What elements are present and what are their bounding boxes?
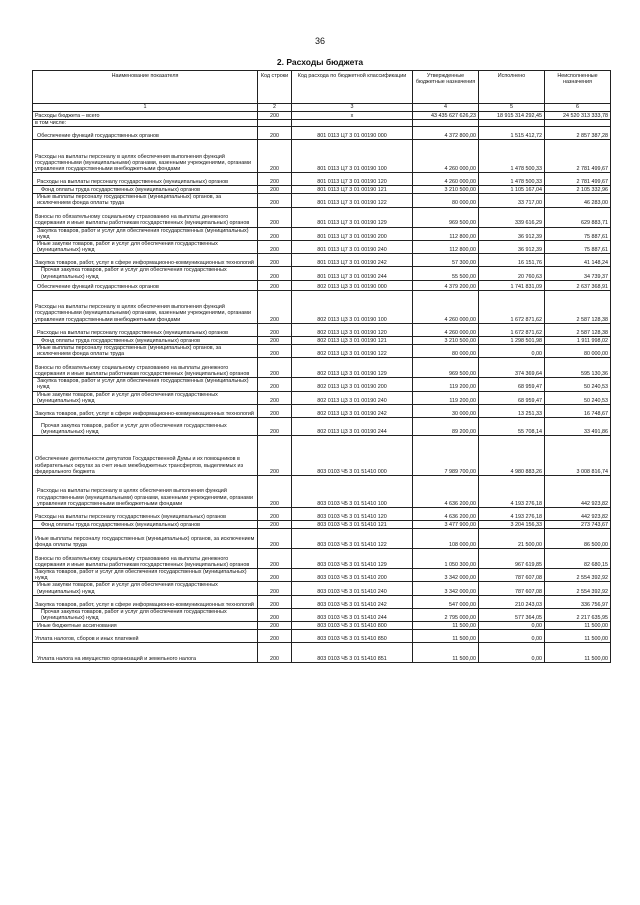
column-number-row bbox=[33, 104, 611, 112]
row-code: 200 bbox=[258, 595, 292, 608]
table-row bbox=[33, 643, 611, 663]
table-row bbox=[33, 358, 611, 378]
row-classification: 802 0113 Ц3 3 01 00190 129 bbox=[292, 358, 413, 378]
row-code: 200 bbox=[258, 630, 292, 643]
row-unexecuted: 16 748,67 bbox=[545, 405, 611, 418]
table-row bbox=[33, 476, 611, 508]
row-unexecuted: 2 217 635,95 bbox=[545, 608, 611, 621]
row-classification: 801 0113 Ц7 3 01 00190 000 bbox=[292, 127, 413, 140]
row-code: 200 bbox=[258, 643, 292, 663]
table-row bbox=[33, 112, 611, 120]
row-name: Закупка товаров, работ и услуг для обеспечения государственных (муниципальных) нужд bbox=[33, 227, 258, 240]
row-classification: 801 0113 Ц7 3 01 00190 200 bbox=[292, 227, 413, 240]
row-unexecuted: 442 923,82 bbox=[545, 476, 611, 508]
row-name: Закупка товаров, работ, услуг в сфере информационно-коммуникационных технологий bbox=[33, 254, 258, 267]
row-unexecuted: 336 756,97 bbox=[545, 595, 611, 608]
row-classification: 802 0113 Ц3 3 01 00190 242 bbox=[292, 405, 413, 418]
row-executed: 4 980 883,26 bbox=[479, 436, 545, 476]
row-unexecuted: 629 883,71 bbox=[545, 207, 611, 227]
row-name: Уплата налогов, сборов и иных платежей bbox=[33, 630, 258, 643]
row-classification: 801 0113 Ц7 3 01 00190 244 bbox=[292, 267, 413, 280]
row-approved: 7 989 700,00 bbox=[413, 436, 479, 476]
row-code: 200 bbox=[258, 508, 292, 521]
row-executed: 1 741 831,09 bbox=[479, 280, 545, 290]
row-code: 200 bbox=[258, 280, 292, 290]
row-classification: 802 0113 Ц3 3 01 00190 122 bbox=[292, 344, 413, 357]
column-number: 2 bbox=[258, 104, 292, 112]
row-approved: 969 500,00 bbox=[413, 358, 479, 378]
row-approved: 3 477 900,00 bbox=[413, 521, 479, 529]
row-name: Иные закупки товаров, работ и услуг для обеспечения государственных (муниципальных) нужд bbox=[33, 391, 258, 404]
row-code: 200 bbox=[258, 582, 292, 595]
row-approved: 969 500,00 bbox=[413, 207, 479, 227]
row-name: Иные бюджетные ассигнования bbox=[33, 622, 258, 630]
row-code: 200 bbox=[258, 194, 292, 207]
row-unexecuted: 2 554 392,92 bbox=[545, 569, 611, 582]
row-unexecuted: 11 500,00 bbox=[545, 622, 611, 630]
row-executed: 339 616,29 bbox=[479, 207, 545, 227]
row-approved: 119 200,00 bbox=[413, 391, 479, 404]
row-approved: 4 636 200,00 bbox=[413, 508, 479, 521]
row-unexecuted: 11 500,00 bbox=[545, 630, 611, 643]
row-code: 200 bbox=[258, 391, 292, 404]
table-row bbox=[33, 120, 611, 127]
row-name: Прочая закупка товаров, работ и услуг для обеспечения государственных (муниципальных) нужд bbox=[33, 267, 258, 280]
page-number: 36 bbox=[314, 36, 325, 46]
row-classification: x bbox=[292, 112, 413, 120]
row-classification bbox=[292, 120, 413, 127]
row-approved: 11 500,00 bbox=[413, 622, 479, 630]
row-approved: 119 200,00 bbox=[413, 378, 479, 391]
row-code: 200 bbox=[258, 436, 292, 476]
row-executed: 68 959,47 bbox=[479, 378, 545, 391]
header-code: Код строки bbox=[258, 71, 292, 104]
row-approved bbox=[413, 120, 479, 127]
row-approved: 43 435 627 626,23 bbox=[413, 112, 479, 120]
row-unexecuted: 2 554 392,92 bbox=[545, 582, 611, 595]
row-name: Прочая закупка товаров, работ и услуг для обеспечения государственных (муниципальных) нужд bbox=[33, 418, 258, 436]
column-number: 4 bbox=[413, 104, 479, 112]
row-code: 200 bbox=[258, 173, 292, 186]
table-row bbox=[33, 290, 611, 323]
row-executed: 68 959,47 bbox=[479, 391, 545, 404]
table-row bbox=[33, 608, 611, 621]
table-row bbox=[33, 569, 611, 582]
row-executed: 13 251,33 bbox=[479, 405, 545, 418]
row-executed: 36 912,39 bbox=[479, 241, 545, 254]
header-approved: Утвержденные бюджетные назначения bbox=[413, 71, 479, 104]
row-unexecuted: 2 587 128,38 bbox=[545, 290, 611, 323]
row-approved: 11 500,00 bbox=[413, 643, 479, 663]
column-number: 6 bbox=[545, 104, 611, 112]
row-approved: 3 210 500,00 bbox=[413, 186, 479, 194]
row-executed: 21 500,00 bbox=[479, 529, 545, 549]
row-classification: 802 0113 Ц3 3 01 00190 240 bbox=[292, 391, 413, 404]
row-classification: 803 0103 Ч5 3 01 51410 851 bbox=[292, 643, 413, 663]
row-unexecuted: 595 130,36 bbox=[545, 358, 611, 378]
row-unexecuted: 442 923,82 bbox=[545, 508, 611, 521]
row-approved: 57 300,00 bbox=[413, 254, 479, 267]
row-name: Закупка товаров, работ и услуг для обеспечения государственных (муниципальных) нужд bbox=[33, 378, 258, 391]
row-executed: 36 912,39 bbox=[479, 227, 545, 240]
row-code: 200 bbox=[258, 112, 292, 120]
row-code: 200 bbox=[258, 323, 292, 336]
row-executed: 55 708,14 bbox=[479, 418, 545, 436]
row-classification: 803 0103 Ч5 3 01 51410 244 bbox=[292, 608, 413, 621]
row-approved: 89 200,00 bbox=[413, 418, 479, 436]
row-code: 200 bbox=[258, 529, 292, 549]
table-row bbox=[33, 267, 611, 280]
row-code: 200 bbox=[258, 476, 292, 508]
row-name: Расходы на выплаты персоналу в целях обеспечения выполнения функций государственными (муниципальными) органами, казенными учреждениями, органами управления государственными внебюджетными фондами bbox=[33, 476, 258, 508]
row-name: Обеспечение функций государственных органов bbox=[33, 127, 258, 140]
row-code: 200 bbox=[258, 549, 292, 569]
row-executed: 1 298 501,98 bbox=[479, 336, 545, 344]
row-unexecuted: 11 500,00 bbox=[545, 643, 611, 663]
row-classification: 801 0113 Ц7 3 01 00190 242 bbox=[292, 254, 413, 267]
table-row bbox=[33, 508, 611, 521]
table-row bbox=[33, 622, 611, 630]
row-unexecuted: 75 887,61 bbox=[545, 227, 611, 240]
header-executed: Исполнено bbox=[479, 71, 545, 104]
row-executed: 967 619,85 bbox=[479, 549, 545, 569]
row-name: Иные выплаты персоналу государственных (муниципальных) органов, за исключением фонда оплаты труда bbox=[33, 194, 258, 207]
row-name: Расходы на выплаты персоналу в целях обеспечения выполнения функций государственными (муниципальными) органами, казенными учреждениями, органами управления государственными внебюджетными фондами bbox=[33, 290, 258, 323]
row-unexecuted: 2 587 128,38 bbox=[545, 323, 611, 336]
row-executed: 1 672 871,62 bbox=[479, 323, 545, 336]
row-code: 200 bbox=[258, 378, 292, 391]
row-approved: 4 260 000,00 bbox=[413, 323, 479, 336]
table-row bbox=[33, 521, 611, 529]
row-name: Фонд оплаты труда государственных (муниципальных) органов bbox=[33, 336, 258, 344]
row-executed: 4 193 276,18 bbox=[479, 476, 545, 508]
table-row bbox=[33, 630, 611, 643]
row-executed: 1 478 500,33 bbox=[479, 140, 545, 173]
table-row bbox=[33, 194, 611, 207]
row-name: Уплата налога на имущество организаций и земельного налога bbox=[33, 643, 258, 663]
table-row bbox=[33, 140, 611, 173]
row-executed: 210 243,03 bbox=[479, 595, 545, 608]
row-approved: 4 636 200,00 bbox=[413, 476, 479, 508]
row-unexecuted: 46 283,00 bbox=[545, 194, 611, 207]
row-executed: 787 607,08 bbox=[479, 569, 545, 582]
row-name: Иные выплаты персоналу государственных (муниципальных) органов, за исключением фонда оплаты труда bbox=[33, 344, 258, 357]
row-executed: 374 369,64 bbox=[479, 358, 545, 378]
row-code: 200 bbox=[258, 227, 292, 240]
row-unexecuted: 33 491,86 bbox=[545, 418, 611, 436]
row-classification: 803 0103 Ч5 3 01 51410 240 bbox=[292, 582, 413, 595]
row-unexecuted: 273 743,67 bbox=[545, 521, 611, 529]
expenditure-table bbox=[32, 70, 611, 663]
row-code bbox=[258, 120, 292, 127]
row-unexecuted: 50 240,53 bbox=[545, 378, 611, 391]
row-classification: 803 0103 Ч5 3 01 51410 200 bbox=[292, 569, 413, 582]
row-code: 200 bbox=[258, 521, 292, 529]
table-row bbox=[33, 280, 611, 290]
row-name: Расходы бюджета – всего bbox=[33, 112, 258, 120]
row-unexecuted: 82 680,15 bbox=[545, 549, 611, 569]
row-approved: 3 342 000,00 bbox=[413, 569, 479, 582]
table-row bbox=[33, 254, 611, 267]
row-executed: 1 478 500,33 bbox=[479, 173, 545, 186]
row-classification: 803 0103 Ч5 3 01 51410 800 bbox=[292, 622, 413, 630]
row-code: 200 bbox=[258, 241, 292, 254]
row-executed: 1 515 412,72 bbox=[479, 127, 545, 140]
table-row bbox=[33, 323, 611, 336]
row-executed: 16 151,76 bbox=[479, 254, 545, 267]
row-approved: 1 050 300,00 bbox=[413, 549, 479, 569]
table-row bbox=[33, 344, 611, 357]
row-approved: 547 000,00 bbox=[413, 595, 479, 608]
row-code: 200 bbox=[258, 622, 292, 630]
row-code: 200 bbox=[258, 290, 292, 323]
row-executed: 1 105 167,04 bbox=[479, 186, 545, 194]
row-approved: 4 372 800,00 bbox=[413, 127, 479, 140]
table-row bbox=[33, 186, 611, 194]
table-row bbox=[33, 582, 611, 595]
row-classification: 803 0103 Ч5 3 01 51410 120 bbox=[292, 508, 413, 521]
row-approved: 3 210 500,00 bbox=[413, 336, 479, 344]
table-row bbox=[33, 336, 611, 344]
row-unexecuted: 34 739,37 bbox=[545, 267, 611, 280]
row-executed: 0,00 bbox=[479, 622, 545, 630]
row-classification: 802 0113 Ц3 3 01 00190 000 bbox=[292, 280, 413, 290]
table-row bbox=[33, 227, 611, 240]
row-code: 200 bbox=[258, 344, 292, 357]
row-code: 200 bbox=[258, 186, 292, 194]
table-row bbox=[33, 595, 611, 608]
section-title: 2. Расходы бюджета bbox=[276, 57, 364, 67]
row-unexecuted: 41 148,24 bbox=[545, 254, 611, 267]
row-name: в том числе: bbox=[33, 120, 258, 127]
row-unexecuted: 75 887,61 bbox=[545, 241, 611, 254]
row-classification: 801 0113 Ц7 3 01 00190 120 bbox=[292, 173, 413, 186]
row-name: Взносы по обязательному социальному страхованию на выплаты денежного содержания и иные выплаты работникам государственных (муниципальных) органов bbox=[33, 549, 258, 569]
row-name: Расходы на выплаты персоналу государственных (муниципальных) органов bbox=[33, 508, 258, 521]
row-unexecuted bbox=[545, 120, 611, 127]
table-row bbox=[33, 207, 611, 227]
row-executed bbox=[479, 120, 545, 127]
row-classification: 803 0103 Ч5 3 01 51410 122 bbox=[292, 529, 413, 549]
column-number: 3 bbox=[292, 104, 413, 112]
row-executed: 1 672 871,62 bbox=[479, 290, 545, 323]
row-name: Фонд оплаты труда государственных (муниципальных) органов bbox=[33, 186, 258, 194]
row-classification: 803 0103 Ч5 3 01 51410 000 bbox=[292, 436, 413, 476]
row-name: Обеспечение функций государственных органов bbox=[33, 280, 258, 290]
row-classification: 803 0103 Ч5 3 01 51410 242 bbox=[292, 595, 413, 608]
row-code: 200 bbox=[258, 267, 292, 280]
row-unexecuted: 80 000,00 bbox=[545, 344, 611, 357]
row-unexecuted: 1 911 998,02 bbox=[545, 336, 611, 344]
table-row bbox=[33, 241, 611, 254]
row-approved: 4 260 000,00 bbox=[413, 173, 479, 186]
row-classification: 803 0103 Ч5 3 01 51410 121 bbox=[292, 521, 413, 529]
row-code: 200 bbox=[258, 608, 292, 621]
header-name: Наименование показателя bbox=[33, 71, 258, 104]
row-executed: 20 760,63 bbox=[479, 267, 545, 280]
row-name: Иные закупки товаров, работ и услуг для обеспечения государственных (муниципальных) нужд bbox=[33, 241, 258, 254]
row-approved: 112 800,00 bbox=[413, 241, 479, 254]
row-name: Фонд оплаты труда государственных (муниципальных) органов bbox=[33, 521, 258, 529]
row-classification: 801 0113 Ц7 3 01 00190 122 bbox=[292, 194, 413, 207]
row-approved: 112 800,00 bbox=[413, 227, 479, 240]
column-number: 5 bbox=[479, 104, 545, 112]
row-classification: 802 0113 Ц3 3 01 00190 244 bbox=[292, 418, 413, 436]
row-name: Закупка товаров, работ, услуг в сфере информационно-коммуникационных технологий bbox=[33, 595, 258, 608]
row-name: Расходы на выплаты персоналу в целях обеспечения выполнения функций государственными (муниципальными) органами, казенными учреждениями, органами управления государственными внебюджетными фондами bbox=[33, 140, 258, 173]
row-classification: 802 0113 Ц3 3 01 00190 200 bbox=[292, 378, 413, 391]
row-classification: 801 0113 Ц7 3 01 00190 100 bbox=[292, 140, 413, 173]
row-approved: 4 260 000,00 bbox=[413, 290, 479, 323]
table-row bbox=[33, 436, 611, 476]
row-code: 200 bbox=[258, 405, 292, 418]
row-approved: 30 000,00 bbox=[413, 405, 479, 418]
table-row bbox=[33, 529, 611, 549]
row-unexecuted: 2 637 368,91 bbox=[545, 280, 611, 290]
row-code: 200 bbox=[258, 140, 292, 173]
row-code: 200 bbox=[258, 207, 292, 227]
table-row bbox=[33, 418, 611, 436]
row-approved: 55 500,00 bbox=[413, 267, 479, 280]
row-code: 200 bbox=[258, 358, 292, 378]
row-approved: 11 500,00 bbox=[413, 630, 479, 643]
row-executed: 0,00 bbox=[479, 344, 545, 357]
row-approved: 80 000,00 bbox=[413, 344, 479, 357]
row-executed: 787 607,08 bbox=[479, 582, 545, 595]
row-classification: 802 0113 Ц3 3 01 00190 121 bbox=[292, 336, 413, 344]
row-unexecuted: 3 008 816,74 bbox=[545, 436, 611, 476]
row-unexecuted: 24 520 313 333,78 bbox=[545, 112, 611, 120]
row-classification: 802 0113 Ц3 3 01 00190 120 bbox=[292, 323, 413, 336]
row-unexecuted: 2 781 499,67 bbox=[545, 173, 611, 186]
row-approved: 3 342 000,00 bbox=[413, 582, 479, 595]
row-classification: 801 0113 Ц7 3 01 00190 129 bbox=[292, 207, 413, 227]
row-approved: 2 795 000,00 bbox=[413, 608, 479, 621]
row-executed: 0,00 bbox=[479, 630, 545, 643]
row-name: Обеспечение деятельности депутатов Государственной Думы и их помощников в избирательных округах за счет иных межбюджетных трансфертов, выделяемых из федерального бюджета bbox=[33, 436, 258, 476]
row-name: Взносы по обязательному социальному страхованию на выплаты денежного содержания и иные выплаты работникам государственных (муниципальных) органов bbox=[33, 358, 258, 378]
header-classification: Код расхода по бюджетной классификации bbox=[292, 71, 413, 104]
row-code: 200 bbox=[258, 418, 292, 436]
row-code: 200 bbox=[258, 569, 292, 582]
row-name: Иные выплаты персоналу государственных (муниципальных) органов, за исключением фонда оплаты труда bbox=[33, 529, 258, 549]
row-name: Иные закупки товаров, работ и услуг для обеспечения государственных (муниципальных) нужд bbox=[33, 582, 258, 595]
table-row bbox=[33, 405, 611, 418]
row-unexecuted: 2 105 332,96 bbox=[545, 186, 611, 194]
column-number: 1 bbox=[33, 104, 258, 112]
row-executed: 33 717,00 bbox=[479, 194, 545, 207]
row-classification: 803 0103 Ч5 3 01 51410 850 bbox=[292, 630, 413, 643]
table-row bbox=[33, 391, 611, 404]
table-row bbox=[33, 378, 611, 391]
row-classification: 803 0103 Ч5 3 01 51410 100 bbox=[292, 476, 413, 508]
row-approved: 80 000,00 bbox=[413, 194, 479, 207]
header-unexecuted: Неисполненные назначения bbox=[545, 71, 611, 104]
row-executed: 3 204 156,33 bbox=[479, 521, 545, 529]
row-approved: 4 379 200,00 bbox=[413, 280, 479, 290]
row-code: 200 bbox=[258, 127, 292, 140]
row-approved: 4 260 000,00 bbox=[413, 140, 479, 173]
row-unexecuted: 86 500,00 bbox=[545, 529, 611, 549]
row-unexecuted: 2 781 499,67 bbox=[545, 140, 611, 173]
row-classification: 802 0113 Ц3 3 01 00190 100 bbox=[292, 290, 413, 323]
row-name: Закупка товаров, работ, услуг в сфере информационно-коммуникационных технологий bbox=[33, 405, 258, 418]
row-name: Взносы по обязательному социальному страхованию на выплаты денежного содержания и иные выплаты работникам государственных (муниципальных) органов bbox=[33, 207, 258, 227]
table-row bbox=[33, 173, 611, 186]
table-row bbox=[33, 127, 611, 140]
row-approved: 108 000,00 bbox=[413, 529, 479, 549]
row-executed: 0,00 bbox=[479, 643, 545, 663]
row-name: Закупка товаров, работ и услуг для обеспечения государственных (муниципальных) нужд bbox=[33, 569, 258, 582]
row-executed: 4 193 276,18 bbox=[479, 508, 545, 521]
row-name: Прочая закупка товаров, работ и услуг для обеспечения государственных (муниципальных) нужд bbox=[33, 608, 258, 621]
row-classification: 803 0103 Ч5 3 01 51410 129 bbox=[292, 549, 413, 569]
row-classification: 801 0113 Ц7 3 01 00190 240 bbox=[292, 241, 413, 254]
row-executed: 18 915 314 292,45 bbox=[479, 112, 545, 120]
row-classification: 801 0113 Ц7 3 01 00190 121 bbox=[292, 186, 413, 194]
table-row bbox=[33, 549, 611, 569]
row-name: Расходы на выплаты персоналу государственных (муниципальных) органов bbox=[33, 173, 258, 186]
row-code: 200 bbox=[258, 336, 292, 344]
row-unexecuted: 50 240,53 bbox=[545, 391, 611, 404]
row-executed: 577 364,05 bbox=[479, 608, 545, 621]
row-name: Расходы на выплаты персоналу государственных (муниципальных) органов bbox=[33, 323, 258, 336]
row-unexecuted: 2 857 387,28 bbox=[545, 127, 611, 140]
row-code: 200 bbox=[258, 254, 292, 267]
